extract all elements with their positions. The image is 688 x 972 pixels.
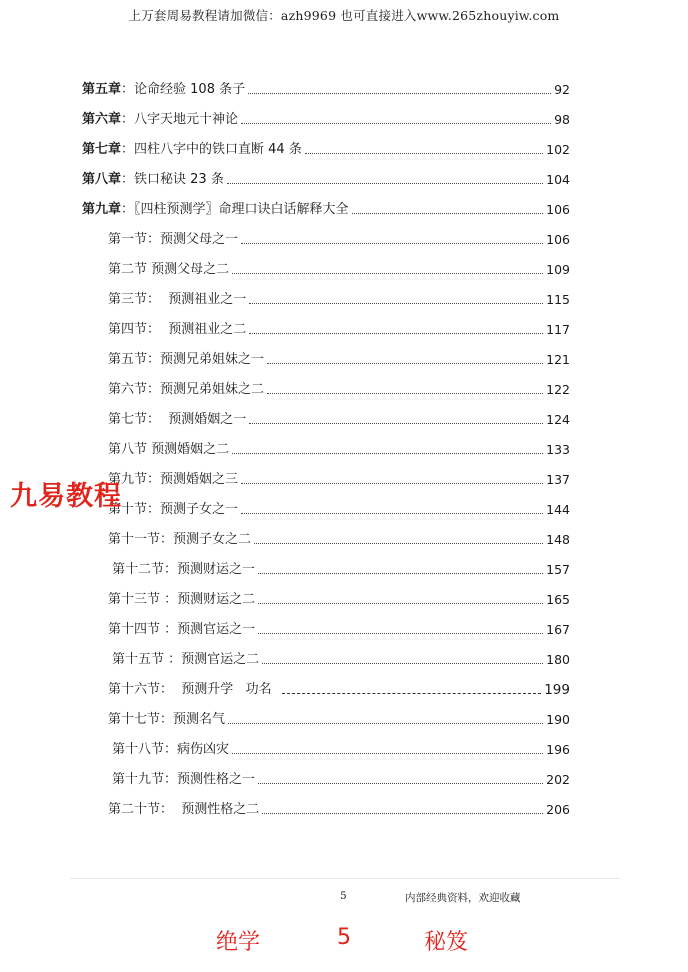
dot-leader	[232, 452, 543, 454]
page-number: 137	[546, 472, 570, 487]
page-number: 199	[544, 682, 570, 698]
page-number: 106	[546, 202, 570, 217]
section-label: 第十二节：预测财运之一	[112, 562, 256, 577]
section-label: 第十六节： 预测升学 功名	[108, 682, 272, 697]
page-number: 106	[546, 232, 570, 247]
chapter-label	[82, 112, 238, 128]
toc-section[interactable]	[108, 286, 570, 308]
toc-section[interactable]	[108, 226, 570, 248]
chapter-label	[82, 82, 245, 98]
toc-section[interactable]	[112, 736, 570, 758]
dot-leader	[249, 422, 543, 424]
dot-leader	[258, 782, 543, 784]
page-number: 190	[546, 712, 570, 727]
section-label: 第十三节 ：预测财运之二	[108, 592, 256, 607]
dot-leader	[262, 812, 543, 814]
footer-note: 内部经典资料，欢迎收藏	[405, 892, 521, 904]
toc-section[interactable]	[108, 706, 570, 728]
chapter-title: ：铁口秘诀 23 条	[121, 172, 224, 187]
stamp-right: 秘笈	[424, 930, 469, 955]
section-label: 第十七节：预测名气	[108, 712, 226, 727]
chapter-title: ：八字天地元十神论	[121, 112, 239, 127]
page-number: 133	[546, 442, 570, 457]
dot-leader	[352, 212, 544, 214]
dot-leader	[241, 122, 551, 124]
page-number: 117	[546, 322, 570, 337]
section-label: 第十五节 ：预测官运之二	[112, 652, 260, 667]
toc-section[interactable]	[112, 766, 570, 788]
section-label: 第十八节：病伤凶灾	[112, 742, 230, 757]
page-number: 109	[546, 262, 570, 277]
section-label: 第二十节： 预测性格之二	[108, 802, 260, 817]
toc-section[interactable]	[108, 256, 570, 278]
page-number: 196	[546, 742, 570, 757]
section-label: 第五节：预测兄弟姐妹之一	[108, 352, 265, 367]
section-label: 第十四节 ：预测官运之一	[108, 622, 256, 637]
dot-leader	[258, 632, 543, 634]
section-label: 第十节：预测子女之一	[108, 502, 239, 517]
page-header: 上万套周易教程请加微信：azh9969 也可直接进入www.265zhouyiw.com	[128, 8, 560, 23]
toc-chapter-8[interactable]	[82, 166, 570, 188]
section-label: 第七节： 预测婚姻之一	[108, 412, 247, 427]
dot-leader	[232, 272, 543, 274]
chapter-number: 第六章	[82, 112, 122, 127]
page-number: 92	[554, 82, 570, 97]
page-number: 121	[546, 352, 570, 367]
chapter-title: ：论命经验 108 条子	[121, 82, 246, 97]
chapter-number: 第八章	[82, 172, 122, 187]
section-label: 第八节 预测婚姻之二	[108, 442, 230, 457]
section-label: 第十一节：预测子女之二	[108, 532, 252, 547]
dot-leader	[258, 602, 543, 604]
dash-leader	[282, 692, 542, 694]
toc-section[interactable]	[108, 436, 570, 458]
dot-leader	[228, 722, 543, 724]
toc-section[interactable]	[108, 316, 570, 338]
page-number: 167	[546, 622, 570, 637]
watermark-logo: 九易教程	[10, 481, 122, 512]
dot-leader	[305, 152, 543, 154]
stamp-middle: 5	[337, 925, 351, 950]
toc-section[interactable]	[108, 406, 570, 428]
toc-chapter-5[interactable]	[82, 76, 570, 98]
chapter-title: ：四柱八字中的铁口直断 44 条	[121, 142, 302, 157]
dot-leader	[258, 572, 543, 574]
page-number: 206	[546, 802, 570, 817]
page-number: 124	[546, 412, 570, 427]
dot-leader	[262, 662, 543, 664]
toc-chapter-9[interactable]	[82, 196, 570, 218]
section-label: 第四节： 预测祖业之二	[108, 322, 247, 337]
dot-leader	[241, 482, 543, 484]
page-number: 104	[546, 172, 570, 187]
dot-leader	[249, 302, 543, 304]
chapter-label	[82, 202, 349, 218]
toc-section[interactable]	[108, 796, 570, 818]
toc-chapter-6[interactable]	[82, 106, 570, 128]
toc-section[interactable]	[112, 556, 570, 578]
chapter-label	[82, 172, 224, 188]
page-number: 98	[554, 112, 570, 127]
page-number: 144	[546, 502, 570, 517]
toc-section[interactable]	[108, 346, 570, 368]
toc-section[interactable]	[108, 496, 570, 518]
toc-section[interactable]	[108, 676, 570, 698]
toc-section[interactable]	[112, 646, 570, 668]
dot-leader	[249, 332, 543, 334]
toc-chapter-7[interactable]	[82, 136, 570, 158]
section-label: 第二节 预测父母之二	[108, 262, 230, 277]
section-label: 第一节：预测父母之一	[108, 232, 239, 247]
section-label: 第六节：预测兄弟姐妹之二	[108, 382, 265, 397]
chapter-number: 第五章	[82, 82, 122, 97]
toc-section[interactable]	[108, 376, 570, 398]
dot-leader	[232, 752, 543, 754]
chapter-title: ：〖四柱预测学〗命理口诀白话解释大全	[121, 202, 349, 217]
dot-leader	[227, 182, 543, 184]
stamp-left: 绝学	[216, 930, 261, 955]
footer-divider	[70, 878, 620, 879]
page-number: 122	[546, 382, 570, 397]
page-number: 202	[546, 772, 570, 787]
toc-section[interactable]	[108, 526, 570, 548]
dot-leader	[241, 242, 543, 244]
dot-leader	[267, 392, 543, 394]
section-label: 第九节：预测婚姻之三	[108, 472, 239, 487]
chapter-number: 第九章	[82, 202, 122, 217]
dot-leader	[254, 542, 543, 544]
page-number: 157	[546, 562, 570, 577]
page-number: 165	[546, 592, 570, 607]
section-label: 第十九节：预测性格之一	[112, 772, 256, 787]
toc-section[interactable]	[108, 616, 570, 638]
dot-leader	[267, 362, 543, 364]
section-label: 第三节： 预测祖业之一	[108, 292, 247, 307]
page-number: 148	[546, 532, 570, 547]
dot-leader	[241, 512, 543, 514]
chapter-number: 第七章	[82, 142, 122, 157]
toc-section[interactable]	[108, 466, 570, 488]
dot-leader	[248, 92, 551, 94]
chapter-label	[82, 142, 302, 158]
footer-page-number: 5	[340, 890, 347, 902]
page-number: 115	[546, 292, 570, 307]
toc-section[interactable]	[108, 586, 570, 608]
page-number: 102	[546, 142, 570, 157]
page-number: 180	[546, 652, 570, 667]
